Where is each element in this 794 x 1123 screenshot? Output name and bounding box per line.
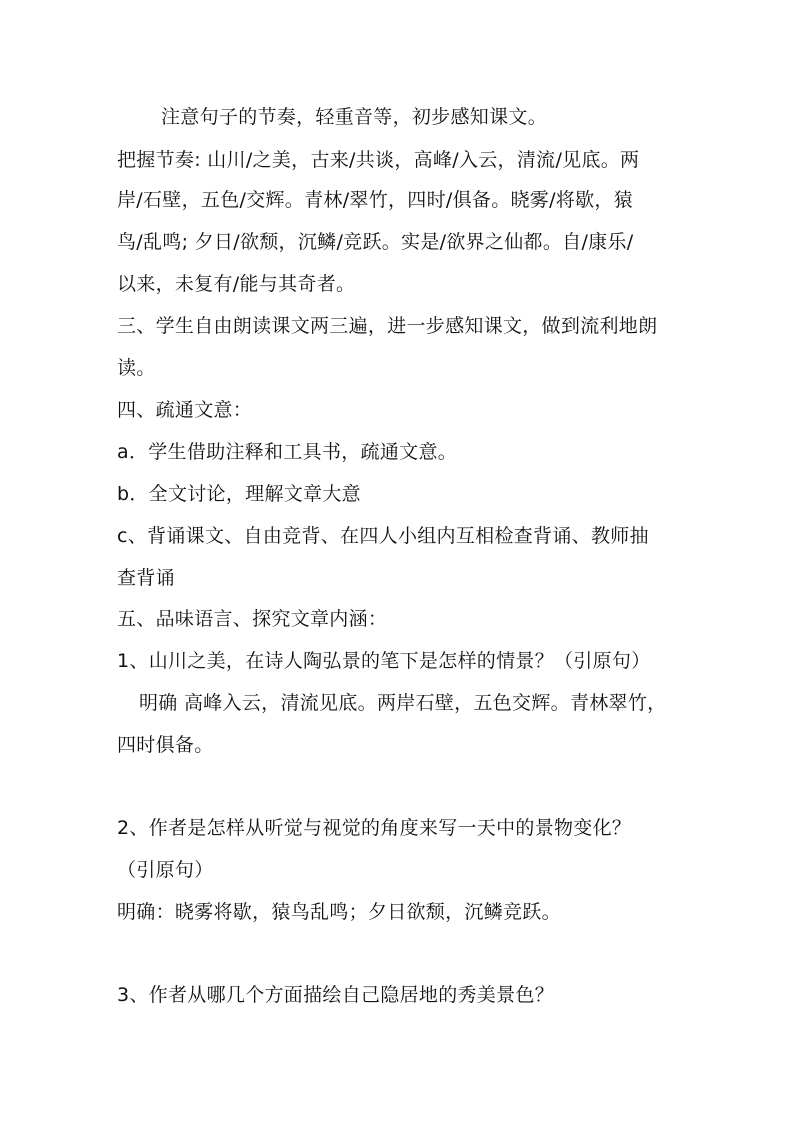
- question-line: （引原句）: [117, 859, 214, 881]
- section-heading: 五、品味语言、探究文章内涵：: [117, 608, 388, 630]
- paragraph-line: a．学生借助注释和工具书，疏通文意。: [117, 441, 458, 463]
- paragraph-line: 注意句子的节奏，轻重音等，初步感知课文。: [161, 106, 548, 128]
- paragraph-line: c、背诵课文、自由竞背、在四人小组内互相检查背诵、教师抽: [117, 525, 649, 547]
- paragraph-line: 查背诵: [117, 567, 175, 589]
- question-line: 2、作者是怎样从听觉与视觉的角度来写一天中的景物变化？: [117, 817, 632, 839]
- paragraph-line: 读。: [117, 357, 156, 379]
- paragraph-line: b．全文讨论，理解文章大意: [117, 483, 361, 505]
- section-heading: 四、疏通文意：: [117, 399, 253, 421]
- paragraph-line: 三、学生自由朗读课文两三遍，进一步感知课文，做到流利地朗: [117, 315, 658, 337]
- paragraph-line: 岸/石壁，五色/交辉。青林/翠竹，四时/俱备。晓雾/将歇，猿: [117, 189, 634, 211]
- answer-line: 四时俱备。: [117, 734, 214, 756]
- answer-line: 明确 高峰入云，清流见底。两岸石壁，五色交辉。青林翠竹，: [139, 692, 667, 714]
- paragraph-line: 以来，未复有/能与其奇者。: [117, 273, 356, 295]
- question-line: 1、山川之美，在诗人陶弘景的笔下是怎样的情景？（引原句）: [117, 650, 651, 672]
- answer-line: 明确：晓雾将歇，猿鸟乱鸣；夕日欲颓，沉鳞竞跃。: [117, 901, 561, 923]
- question-line: 3、作者从哪几个方面描绘自己隐居地的秀美景色？: [117, 984, 554, 1006]
- paragraph-line: 鸟/乱鸣; 夕日/欲颓，沉鳞/竞跃。实是/欲界之仙都。自/康乐/: [117, 231, 634, 253]
- paragraph-line: 把握节奏: 山川/之美，古来/共谈，高峰/入云，清流/见底。两: [117, 149, 640, 171]
